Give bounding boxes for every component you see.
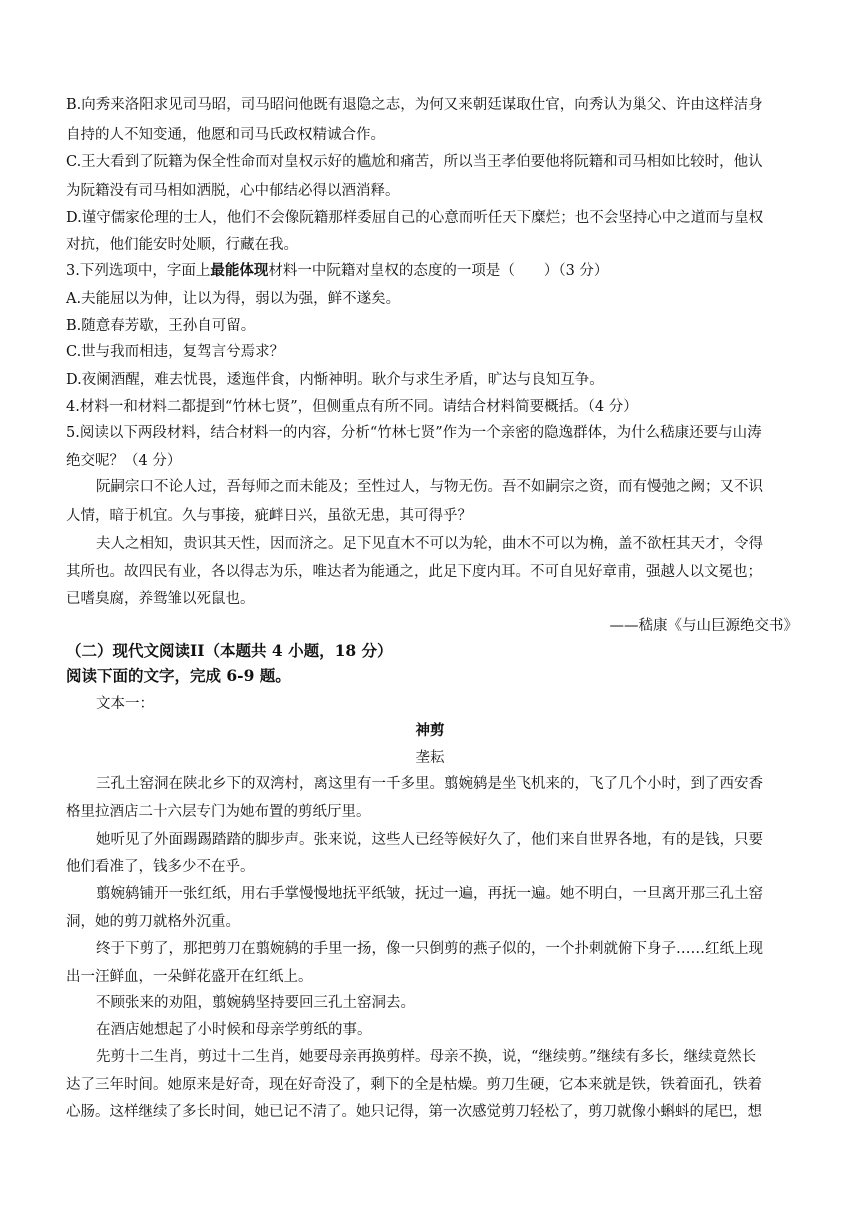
question-5-line2: 绝交呢？（4 分） [66, 453, 182, 469]
quote-source: ——嵇康《与山巨源绝交书》 [609, 618, 798, 634]
option-2d-line2: 对抗，他们能安时处顺，行藏在我。 [66, 237, 298, 253]
quote-p2-line3: 已嗜臭腐，养鸳雏以死鼠也。 [66, 591, 255, 607]
option-2d-line1: D.谨守儒家伦理的士人，他们不会像阮籍那样委屈自己的心意而听任天下糜烂；也不会坚持心中之道而与皇权 [66, 210, 764, 226]
story-p3-line2: 洞，她的剪刀就格外沉重。 [66, 914, 240, 930]
quote-p2-line1: 夫人之相知，贵识其天性，因而济之。足下见直木不可以为轮，曲木不可以为桷，盖不欲枉其天才，令得 [96, 536, 763, 552]
story-author: 垄耘 [415, 750, 445, 766]
story-p7-line1: 先剪十二生肖，剪过十二生肖，她要母亲再换剪样。母亲不换，说，“继续剪。”继续有多长，继续竟然长 [96, 1049, 757, 1065]
option-2c-line2: 为阮籍没有司马相如洒脱，心中郁结必得以酒消释。 [66, 183, 400, 199]
question-3-option-a: A.夫能屈以为伸，让以为得，弱以为强，鲜不遂矣。 [66, 291, 401, 307]
story-p2-line2: 他们看准了，钱多少不在乎。 [66, 859, 255, 875]
question-4: 4.材料一和材料二都提到“竹林七贤”，但侧重点有所不同。请结合材料简要概括。（4 分） [66, 399, 638, 415]
story-p1-line2: 格里拉酒店二十六层专门为她布置的剪纸厅里。 [66, 804, 371, 820]
story-p1-line1: 三孔土窑洞在陕北乡下的双湾村，离这里有一千多里。翦婉鸫是坐飞机来的，飞了几个小时，到了西安香 [96, 776, 763, 792]
question-3-stem [66, 262, 796, 280]
question-3-option-c: C.世与我而相违，复驾言兮焉求？ [66, 344, 285, 360]
section-instruction: 阅读下面的文字，完成 6-9 题。 [66, 666, 291, 685]
story-p7-line3: 心肠。这样继续了多长时间，她已记不清了。她只记得，第一次感觉剪刀轻松了，剪刀就像小蝌蚪的尾巴，想 [66, 1104, 762, 1120]
story-p4-line2: 出一汪鲜血，一朵鲜花盛开在红纸上。 [66, 969, 313, 985]
story-p6: 在酒店她想起了小时候和母亲学剪纸的事。 [96, 1022, 372, 1038]
question-5-line1: 5.阅读以下两段材料，结合材料一的内容，分析“竹林七贤”作为一个亲密的隐逸群体，为什么嵇康还要与山涛 [66, 425, 762, 441]
question-3-stem-bold: 最能体现 [210, 262, 269, 279]
question-3-option-d: D.夜阑酒醒，难去忧畏，逶迤伴食，内惭神明。耿介与求生矛盾，旷达与良知互争。 [66, 372, 604, 388]
quote-p1-line2: 人情，暗于机宜。久与事接，疵衅日兴，虽欲无患，其可得乎？ [66, 508, 472, 524]
option-2c-line1: C.王大看到了阮籍为保全性命而对皇权示好的尴尬和痛苦，所以当王孝伯要他将阮籍和司马相如比较时，他认 [66, 154, 763, 170]
story-title: 神剪 [415, 722, 445, 739]
story-p4-line1: 终于下剪了，那把剪刀在翦婉鸫的手里一扬，像一只倒剪的燕子似的，一个扑刺就俯下身子……红纸上现 [96, 941, 763, 957]
section-heading: （二）现代文阅读II（本题共 4 小题，18 分） [66, 641, 393, 660]
story-p5: 不顾张来的劝阻，翦婉鸫坚持要回三孔土窑洞去。 [96, 995, 415, 1011]
quote-p1-line1: 阮嗣宗口不论人过，吾每师之而未能及；至性过人，与物无伤。吾不如嗣宗之资，而有慢弛之阙；又不识 [96, 479, 763, 495]
story-p2-line1: 她听见了外面踢踢踏踏的脚步声。张来说，这些人已经等候好久了，他们来自世界各地，有的是钱，只要 [96, 832, 763, 848]
option-2b-line1: B.向秀来洛阳求见司马昭，司马昭问他既有退隐之志，为何又来朝廷谋取仕官，向秀认为巢父、许由这样洁身 [66, 97, 763, 113]
question-3-option-b: B.随意春芳歇，王孙自可留。 [66, 318, 256, 334]
question-3-stem-post: 材料一中阮籍对皇权的态度的一项是（ ）（3 分） [268, 263, 609, 279]
text-one-label: 文本一： [96, 696, 154, 712]
story-p3-line1: 翦婉鸫铺开一张红纸，用右手掌慢慢地抚平纸皱，抚过一遍，再抚一遍。她不明白，一旦离开那三孔土窑 [96, 886, 763, 902]
option-2b-line2: 自持的人不知变通，他愿和司马氏政权精诚合作。 [66, 127, 385, 143]
quote-p2-line2: 其所也。故四民有业，各以得志为乐，唯达者为能通之，此足下度内耳。不可自见好章甫，强越人以文冕也； [66, 564, 762, 580]
question-3-stem-pre: 3.下列选项中，字面上 [66, 263, 211, 279]
story-p7-line2: 达了三年时间。她原来是好奇，现在好奇没了，剩下的全是枯燥。剪刀生硬，它本来就是铁，铁着面孔，铁着 [66, 1077, 762, 1093]
